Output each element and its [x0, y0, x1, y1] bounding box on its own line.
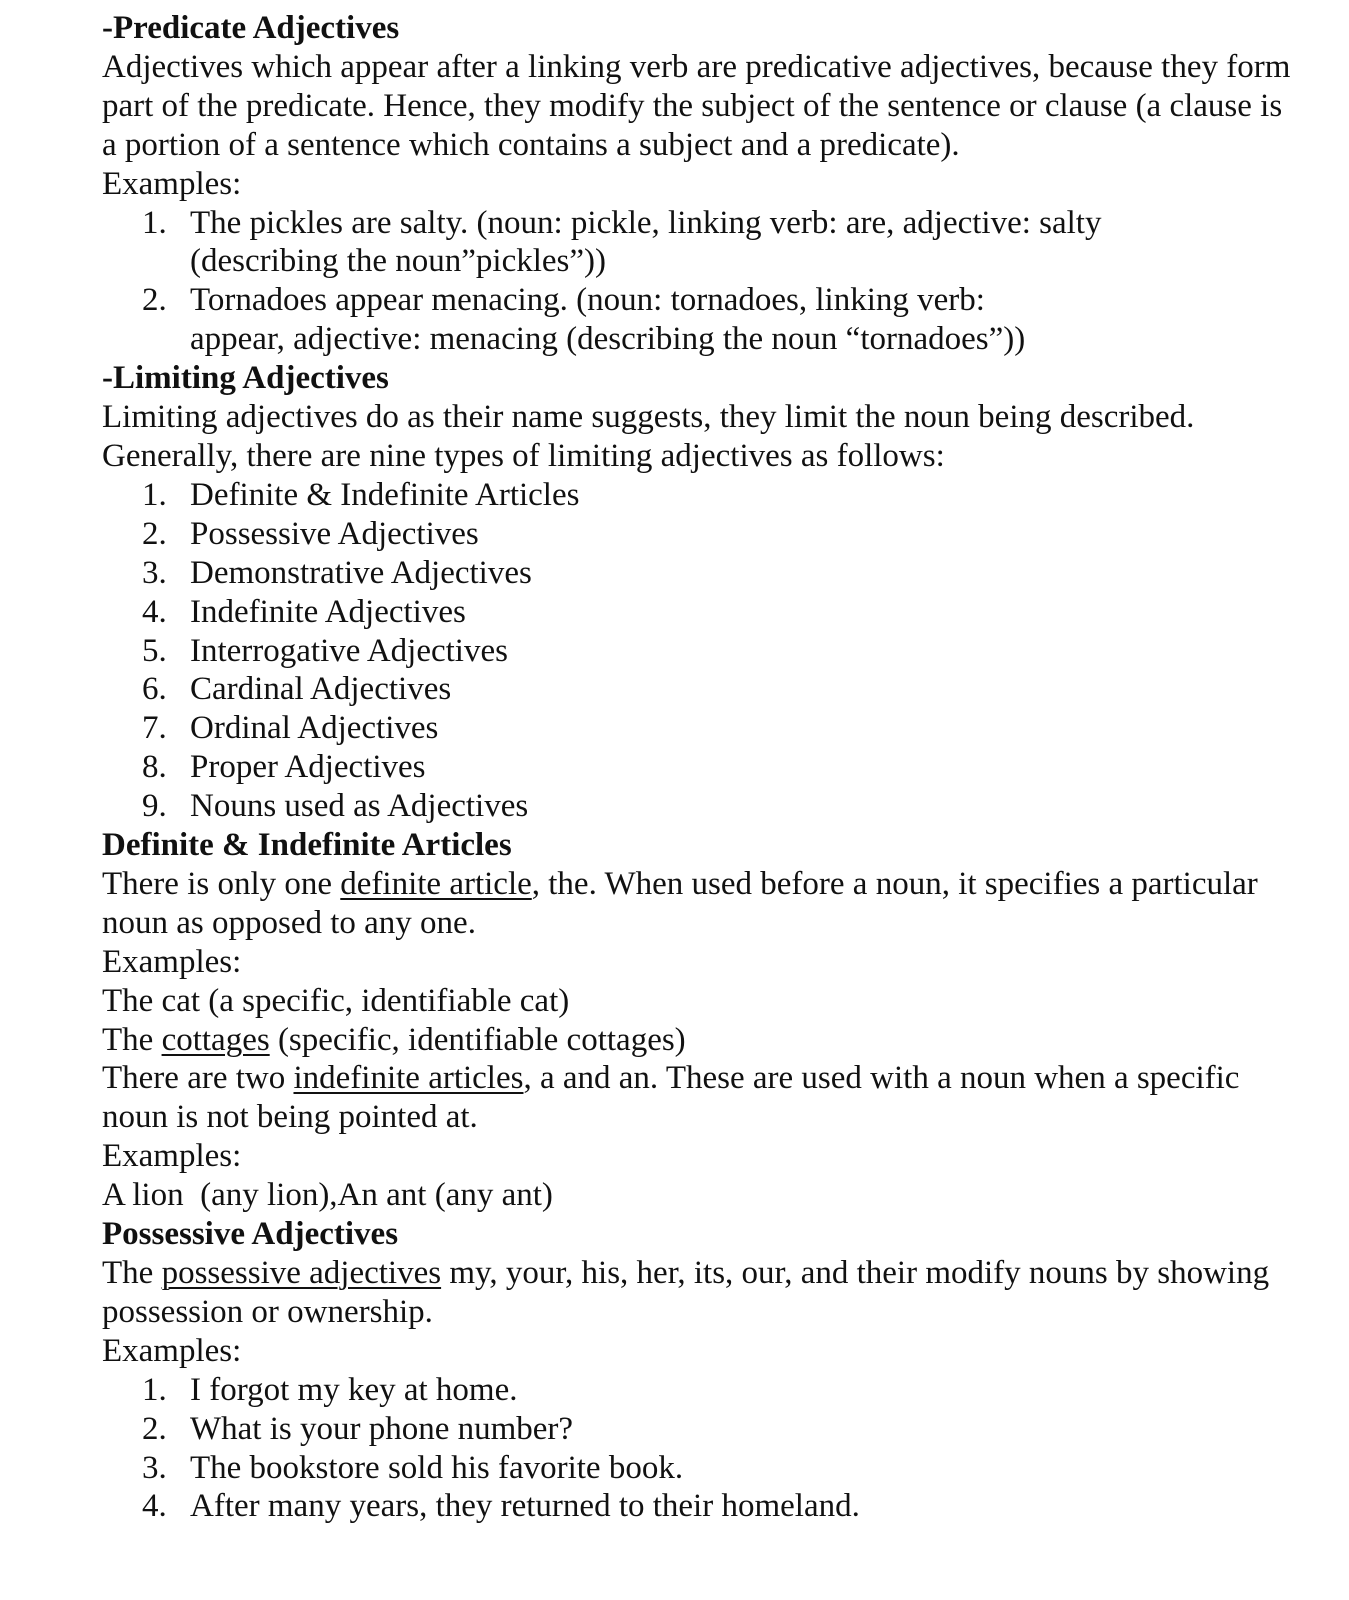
list-text: Indefinite Adjectives: [190, 593, 466, 630]
list-number: 4.: [142, 1488, 167, 1525]
list-item: [102, 787, 1302, 826]
list-number: 1.: [142, 204, 167, 241]
list-text: appear, adjective: menacing (describing the noun “tornadoes”)): [190, 321, 1026, 358]
predicate-adjectives-heading: -Predicate Adjectives: [102, 10, 400, 46]
list-number: 3.: [142, 554, 167, 591]
list-number: 2.: [142, 515, 167, 552]
list-number: 6.: [142, 671, 167, 708]
list-item: [102, 632, 1302, 671]
cottages-link[interactable]: cottages: [161, 1021, 270, 1058]
indefinite-articles-link[interactable]: indefinite articles: [293, 1060, 524, 1097]
list-item: [102, 554, 1302, 593]
examples-label: Examples:: [102, 943, 242, 980]
list-number: 2.: [142, 282, 167, 319]
list-number: 8.: [142, 749, 167, 786]
possessive-text: my, your, his, her, its, our, and their modify nouns by showing possession or ownership.: [102, 1255, 1270, 1330]
list-item: [102, 1487, 1302, 1526]
list-text: Definite & Indefinite Articles: [190, 476, 580, 513]
list-text: The pickles are salty. (noun: pickle, linking verb: are, adjective: salty: [190, 204, 1102, 241]
list-text: Ordinal Adjectives: [190, 710, 439, 747]
list-number: 7.: [142, 710, 167, 747]
limiting-adjectives-heading: -Limiting Adjectives: [102, 360, 389, 397]
list-text: Demonstrative Adjectives: [190, 554, 532, 591]
list-text: (describing the noun”pickles”)): [190, 243, 607, 280]
predicate-adjectives-paragraph: Adjectives which appear after a linking verb are predicative adjectives, because they form part of the predicate. Hence, they modify the subject of the sentence or clause (a clause is a portion of a sentence which contains a subject and a predicate).: [102, 48, 1291, 163]
list-item: [102, 476, 1302, 515]
document-page: [102, 9, 1302, 1526]
definite-article-link[interactable]: definite article: [340, 865, 532, 902]
list-number: 1.: [142, 476, 167, 513]
list-text: After many years, they returned to their homeland.: [190, 1488, 860, 1525]
list-text: Possessive Adjectives: [190, 515, 479, 552]
list-item: [102, 1410, 1302, 1449]
predicate-examples-list: [102, 204, 1302, 360]
list-item: [102, 281, 1302, 359]
list-number: 2.: [142, 1410, 167, 1447]
possessive-adjectives-heading: Possessive Adjectives: [102, 1216, 399, 1253]
list-text: What is your phone number?: [190, 1410, 574, 1447]
indefinite-article-text: , a and an. These are used with a noun when a specific noun is not being pointed at.: [102, 1060, 1240, 1136]
list-text: Proper Adjectives: [190, 749, 426, 786]
limiting-adjectives-paragraph: Limiting adjectives do as their name suggests, they limit the noun being described. Generally, there are nine types of limiting adjectives as follows:: [102, 399, 1195, 474]
definite-article-text: , the. When used before a noun, it specifies a particular noun as opposed to any one.: [102, 865, 1258, 941]
list-number: 5.: [142, 632, 167, 669]
possessive-examples-list: [102, 1371, 1302, 1527]
possessive-adjectives-link[interactable]: possessive adjectives: [161, 1255, 442, 1291]
limiting-types-list: [102, 476, 1302, 826]
possessive-adjectives-paragraph: [102, 1254, 1302, 1332]
predicate-examples-label: Examples:: [102, 165, 242, 202]
list-item: [102, 593, 1302, 632]
list-number: 1.: [142, 1371, 167, 1408]
list-text: Nouns used as Adjectives: [190, 788, 529, 825]
example-text: The: [102, 1021, 162, 1058]
list-text: The bookstore sold his favorite book.: [190, 1449, 684, 1486]
list-text: Tornadoes appear menacing. (noun: tornadoes, linking verb:: [190, 282, 985, 319]
examples-label: Examples:: [102, 1332, 242, 1369]
example-line: [102, 1021, 1302, 1060]
list-number: 9.: [142, 788, 167, 825]
list-item: [102, 709, 1302, 748]
list-text: Cardinal Adjectives: [190, 671, 452, 708]
list-item: [102, 204, 1302, 282]
list-text: I forgot my key at home.: [190, 1371, 518, 1408]
example-text: (specific, identifiable cottages): [269, 1021, 686, 1058]
list-item: [102, 748, 1302, 787]
list-number: 4.: [142, 593, 167, 630]
example-line: The cat (a specific, identifiable cat): [102, 982, 570, 1019]
definite-article-text: There is only one: [102, 865, 341, 902]
indefinite-article-paragraph: [102, 1059, 1302, 1137]
list-number: 3.: [142, 1449, 167, 1486]
list-item: [102, 670, 1302, 709]
examples-label: Examples:: [102, 1138, 242, 1175]
indefinite-article-text: There are two: [102, 1060, 294, 1097]
list-text: Interrogative Adjectives: [190, 632, 508, 669]
definite-article-paragraph: [102, 865, 1302, 943]
list-item: [102, 1371, 1302, 1410]
list-item: [102, 515, 1302, 554]
possessive-text: The: [102, 1255, 162, 1291]
example-line: A lion (any lion),An ant (any ant): [102, 1177, 553, 1214]
articles-heading: Definite & Indefinite Articles: [102, 827, 512, 864]
list-item: [102, 1449, 1302, 1488]
